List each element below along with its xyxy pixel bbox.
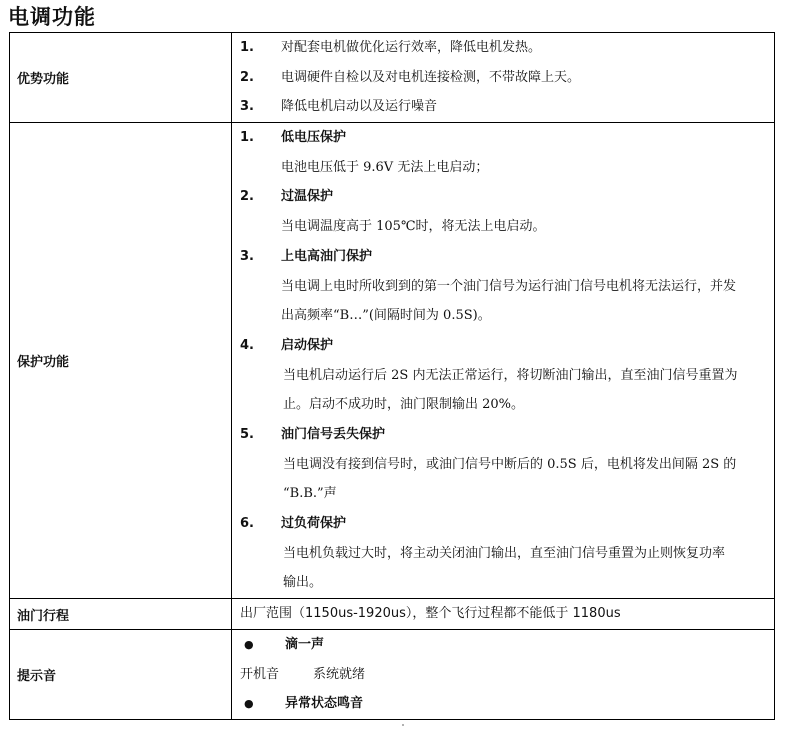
table-row-advantages <box>10 33 775 123</box>
tone-meaning: 系统就绪 <box>313 666 366 682</box>
list-item <box>240 630 766 660</box>
protection-heading <box>240 509 766 539</box>
item-heading: 过温保护 <box>281 189 334 205</box>
item-number: 2. <box>240 69 254 85</box>
list-item <box>240 63 766 93</box>
item-text: 降低电机启动以及运行噪音 <box>281 99 438 115</box>
item-text: 对配套电机做优化运行效率，降低电机发热。 <box>281 40 542 55</box>
item-description: 当电机启动运行后 2S 内无法正常运行，将切断油门输出，直至油门信号重置为 <box>283 367 738 383</box>
protection-heading <box>240 242 766 272</box>
table-row-protection <box>10 123 775 599</box>
item-number: 1. <box>240 130 254 146</box>
item-number: 3. <box>240 248 254 264</box>
item-heading: 上电高油门保护 <box>281 248 373 264</box>
tone-entry <box>240 660 766 690</box>
item-description: 电池电压低于 9.6V 无法上电启动； <box>281 159 489 175</box>
row-label-protection: 保护功能 <box>10 123 232 599</box>
item-description: 出高频率“B…”(间隔时间为 0.5S)。 <box>281 308 491 324</box>
item-description: 当电调温度高于 105℃时，将无法上电启动。 <box>281 219 546 235</box>
row-content-protection <box>232 123 775 599</box>
bullet-icon: ● <box>244 697 254 711</box>
item-number: 4. <box>240 337 254 353</box>
item-number: 3. <box>240 99 254 115</box>
item-description: 输出。 <box>283 575 323 591</box>
item-number: 1. <box>240 40 254 55</box>
item-heading: 低电压保护 <box>281 130 347 146</box>
item-description: 止。启动不成功时，油门限制输出 20%。 <box>283 397 525 413</box>
row-label-advantages: 优势功能 <box>10 33 232 123</box>
tone-heading: 滴一声 <box>285 637 325 653</box>
page-title: 电调功能 <box>8 5 96 29</box>
item-number: 5. <box>240 426 254 442</box>
item-description: 当电调没有接到信号时，或油门信号中断后的 0.5S 后，电机将发出间隔 2S 的 <box>283 456 737 472</box>
spec-table <box>9 32 775 720</box>
item-number: 2. <box>240 189 254 205</box>
item-description: “B.B.”声 <box>283 486 337 502</box>
row-label-tone: 提示音 <box>10 630 232 720</box>
protection-heading <box>240 420 766 450</box>
item-description: 当电机负载过大时，将主动关闭油门输出，直至油门信号重置为止则恢复功率 <box>283 545 726 561</box>
bullet-icon: ● <box>244 638 254 652</box>
list-item <box>240 33 766 63</box>
list-item <box>240 689 766 719</box>
row-content-tone <box>232 630 775 720</box>
item-heading: 启动保护 <box>281 337 334 353</box>
tone-heading: 异常状态鸣音 <box>285 696 364 712</box>
item-description: 当电调上电时所收到到的第一个油门信号为运行油门信号电机将无法运行，并发 <box>281 278 737 294</box>
row-content-advantages <box>232 33 775 123</box>
item-text: 电调硬件自检以及对电机连接检测，不带故障上天。 <box>281 69 581 85</box>
row-content-throttle <box>232 599 775 630</box>
item-heading: 油门信号丢失保护 <box>281 426 386 442</box>
tone-name: 开机音 <box>240 666 280 682</box>
table-row-tone <box>10 630 775 720</box>
page-dot-mark <box>402 724 404 726</box>
list-item <box>240 92 766 122</box>
item-number: 6. <box>240 516 254 531</box>
table-row-throttle <box>10 599 775 630</box>
item-heading: 过负荷保护 <box>281 516 347 531</box>
protection-heading <box>240 182 766 212</box>
protection-heading <box>240 331 766 361</box>
protection-heading <box>240 123 766 153</box>
throttle-range: 出厂范围（1150us-1920us），整个飞行过程都不能低于 1180us <box>240 606 621 622</box>
row-label-throttle: 油门行程 <box>10 599 232 630</box>
